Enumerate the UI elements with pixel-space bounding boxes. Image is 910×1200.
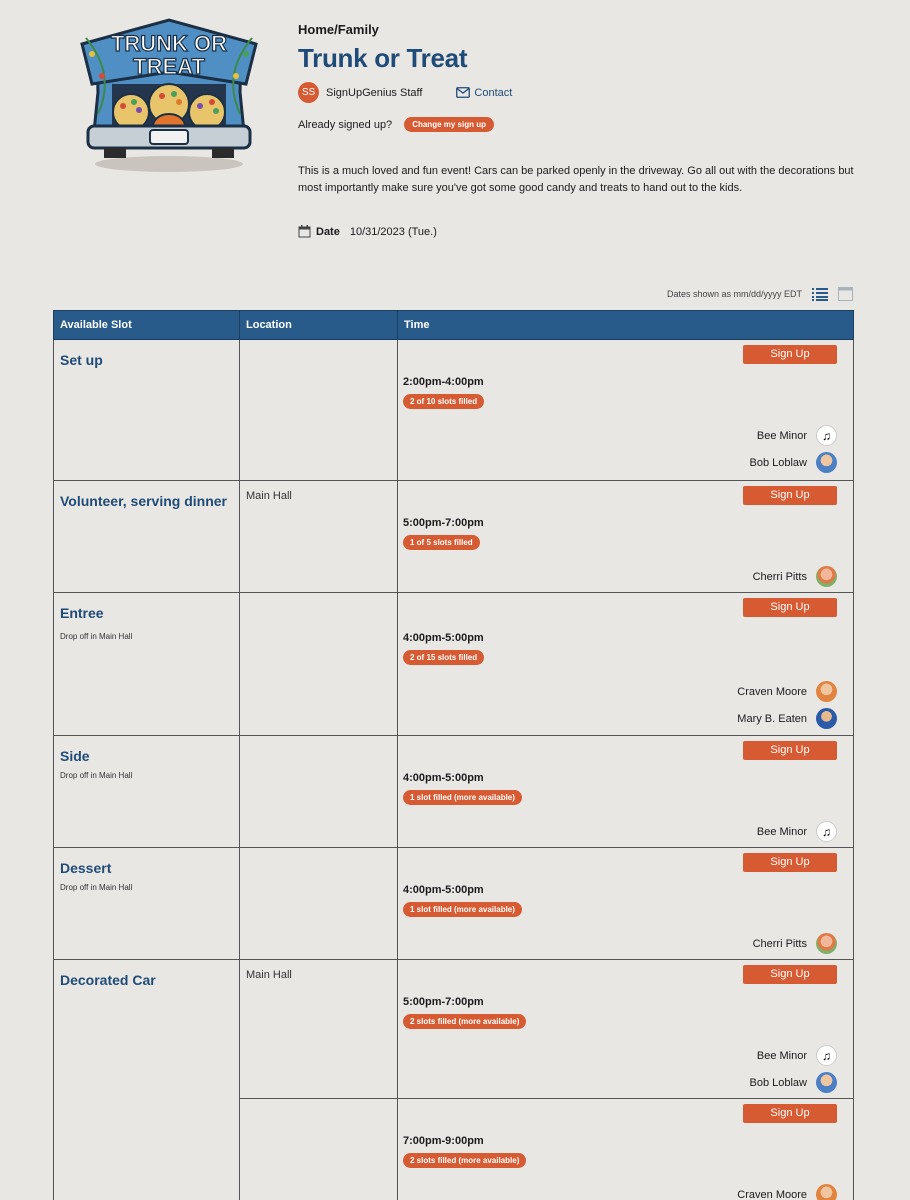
- sign-up-button[interactable]: Sign Up: [743, 853, 837, 872]
- participants-list: [403, 930, 837, 957]
- slot-time: 4:00pm-5:00pm: [403, 884, 484, 896]
- participant: [403, 563, 837, 590]
- location-cell: [240, 1099, 398, 1200]
- column-header-location: Location: [240, 311, 398, 340]
- calendar-view-icon[interactable]: [838, 286, 853, 301]
- column-header-slot: Available Slot: [54, 311, 240, 340]
- participant: [403, 930, 837, 957]
- participant-name: Cherri Pitts: [752, 937, 807, 950]
- date-label: Date: [316, 225, 340, 238]
- slot-time: 2:00pm-4:00pm: [403, 376, 484, 388]
- contact-label: Contact: [474, 86, 513, 99]
- music-note-icon: ♫: [816, 1045, 837, 1066]
- slots-filled-badge: 2 slots filled (more available): [403, 1153, 526, 1168]
- participant-name: Craven Moore: [737, 1188, 807, 1200]
- slot-name: Set up: [60, 352, 103, 368]
- view-options: [667, 286, 853, 301]
- time-cell: [398, 340, 854, 481]
- participant-name: Bob Loblaw: [749, 456, 807, 469]
- sign-up-button[interactable]: Sign Up: [743, 486, 837, 505]
- organizer-name: SignUpGenius Staff: [326, 86, 423, 99]
- slot-name: Dessert: [60, 860, 112, 876]
- time-cell: [398, 848, 854, 960]
- slot-name: Side: [60, 748, 90, 764]
- slot-cell: [54, 848, 240, 960]
- column-header-time: Time: [398, 311, 854, 340]
- participant-name: Craven Moore: [737, 685, 807, 698]
- sign-up-button[interactable]: Sign Up: [743, 741, 837, 760]
- table-row: [54, 848, 854, 960]
- slots-filled-badge: 2 of 15 slots filled: [403, 650, 484, 665]
- table-row: [54, 593, 854, 736]
- envelope-icon: [456, 87, 470, 98]
- slot-time: 4:00pm-5:00pm: [403, 772, 484, 784]
- participant-name: Bob Loblaw: [749, 1076, 807, 1089]
- location-cell: Main Hall: [240, 960, 398, 1099]
- time-cell: [398, 593, 854, 736]
- location-cell: [240, 736, 398, 848]
- participant: [403, 705, 837, 732]
- already-signed-row: [298, 117, 868, 132]
- participant-name: Bee Minor: [756, 429, 807, 442]
- slot-time: 4:00pm-5:00pm: [403, 632, 484, 644]
- avatar: [816, 566, 837, 587]
- slots-filled-badge: 1 of 5 slots filled: [403, 535, 480, 550]
- location-cell: [240, 593, 398, 736]
- time-cell: [398, 736, 854, 848]
- participant-name: Bee Minor: [756, 825, 807, 838]
- organizer-avatar: SS: [298, 82, 319, 103]
- calendar-icon: [298, 225, 311, 238]
- participant: [403, 422, 837, 449]
- page-title: Trunk or Treat: [298, 43, 468, 73]
- date-value: 10/31/2023 (Tue.): [349, 225, 437, 238]
- avatar: [816, 452, 837, 473]
- participant: [403, 1069, 837, 1096]
- participants-list: [403, 1042, 837, 1096]
- logo-line2: TREAT: [133, 54, 205, 79]
- already-signed-text: Already signed up?: [298, 118, 393, 131]
- table-row: [54, 736, 854, 848]
- participant-name: Cherri Pitts: [752, 570, 807, 583]
- participant: [403, 1181, 837, 1200]
- slot-time: 5:00pm-7:00pm: [403, 517, 484, 529]
- sign-up-button[interactable]: Sign Up: [743, 345, 837, 364]
- participants-list: [403, 422, 837, 476]
- breadcrumb[interactable]: Home/Family: [298, 22, 379, 37]
- participant: [403, 1042, 837, 1069]
- music-note-icon: ♫: [816, 821, 837, 842]
- slot-cell: [54, 960, 240, 1200]
- slot-cell: [54, 481, 240, 593]
- slots-filled-badge: 1 slot filled (more available): [403, 790, 522, 805]
- slot-cell: [54, 593, 240, 736]
- organizer-row: [298, 82, 868, 103]
- time-cell: [398, 1099, 854, 1200]
- event-description: This is a much loved and fun event! Cars can be parked openly in the driveway. Go all out with the decorations but most importantly make sure you've got some good candy and treats to hand out to the kids.: [298, 165, 854, 194]
- slots-filled-badge: 2 slots filled (more available): [403, 1014, 526, 1029]
- slot-cell: [54, 736, 240, 848]
- slot-name: Decorated Car: [60, 972, 156, 988]
- avatar: [816, 1184, 837, 1200]
- participant-name: Bee Minor: [756, 1049, 807, 1062]
- sign-up-button[interactable]: Sign Up: [743, 1104, 837, 1123]
- table-header-row: [54, 311, 854, 340]
- time-cell: [398, 481, 854, 593]
- list-view-icon[interactable]: [812, 287, 828, 301]
- signup-header: [298, 20, 868, 238]
- location-cell: [240, 340, 398, 481]
- participants-list: [403, 1181, 837, 1200]
- slot-note: Drop off in Main Hall: [60, 883, 133, 892]
- contact-link[interactable]: [456, 87, 512, 99]
- sign-up-button[interactable]: Sign Up: [743, 965, 837, 984]
- location-cell: [240, 848, 398, 960]
- slot-note: Drop off in Main Hall: [60, 771, 133, 780]
- sign-up-button[interactable]: Sign Up: [743, 598, 837, 617]
- participants-list: [403, 678, 837, 732]
- logo-line1: TRUNK OR: [110, 31, 228, 56]
- participant: [403, 678, 837, 705]
- slot-name: Volunteer, serving dinner: [60, 493, 228, 509]
- slot-time: 7:00pm-9:00pm: [403, 1135, 484, 1147]
- slot-name: Entree: [60, 605, 104, 621]
- participants-list: [403, 563, 837, 590]
- avatar: [816, 708, 837, 729]
- dates-note: Dates shown as mm/dd/yyyy EDT: [666, 288, 802, 299]
- slots-filled-badge: 2 of 10 slots filled: [403, 394, 484, 409]
- avatar: [816, 1072, 837, 1093]
- table-row: [54, 340, 854, 481]
- music-note-icon: ♫: [816, 425, 837, 446]
- table-row: [54, 481, 854, 593]
- trunk-or-treat-logo: [76, 14, 262, 174]
- participant-name: Mary B. Eaten: [737, 712, 807, 725]
- time-cell: [398, 960, 854, 1099]
- participant: [403, 818, 837, 845]
- date-row: [298, 225, 868, 238]
- slot-cell: [54, 340, 240, 481]
- participants-list: [403, 818, 837, 845]
- slots-filled-badge: 1 slot filled (more available): [403, 902, 522, 917]
- slot-time: 5:00pm-7:00pm: [403, 996, 484, 1008]
- slots-table: [53, 310, 854, 1200]
- avatar: [816, 681, 837, 702]
- participant: [403, 449, 837, 476]
- table-row: [54, 960, 854, 1099]
- location-cell: Main Hall: [240, 481, 398, 593]
- slot-note: Drop off in Main Hall: [60, 632, 133, 641]
- avatar: [816, 933, 837, 954]
- change-signup-button[interactable]: Change my sign up: [404, 117, 494, 132]
